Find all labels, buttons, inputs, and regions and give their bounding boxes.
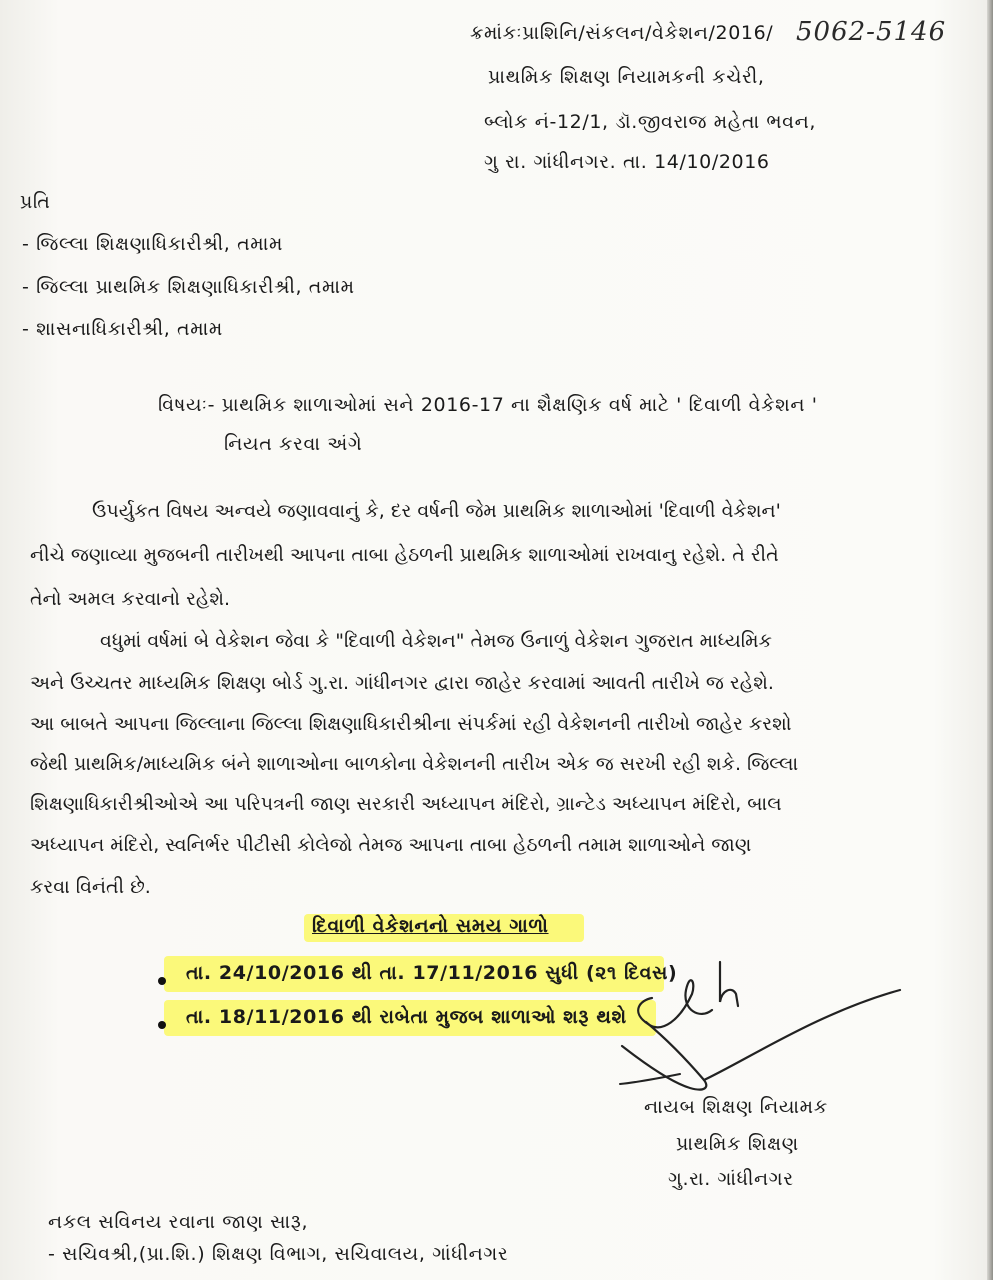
paragraph-1-line: નીચે જણાવ્યા મુજબની તારીખથી આપના તાબા હેઠળની પ્રાથમિક શાળાઓમાં રાખવાનુ રહેશે. તે રીતે	[30, 544, 779, 566]
signatory-place: ગુ.રા. ગાંધીનગર	[668, 1168, 794, 1190]
paragraph-2-line: કરવા વિનંતી છે.	[30, 876, 151, 898]
reference-number-printed: ક્રમાંકઃપ્રાશિનિ/સંકલન/વેકેશન/2016/	[470, 22, 774, 44]
recipient-item: - જિલ્લા શિક્ષણાધિકારીશ્રી, તમામ	[22, 233, 283, 255]
paragraph-1-line: તેનો અમલ કરવાનો રહેશે.	[30, 588, 231, 610]
signatory-designation: નાયબ શિક્ષણ નિયામક	[644, 1096, 828, 1118]
vacation-title: દિવાળી વેકેશનનો સમય ગાળો	[312, 915, 549, 937]
subject-line: વિષયઃ- પ્રાથમિક શાળાઓમાં સને 2016-17 ના શૈક્ષણિક વર્ષ માટે ' દિવાળી વેકેશન '	[158, 394, 818, 416]
vacation-item: તા. 18/11/2016 થી રાબેતા મુજબ શાળાઓ શરૂ થશે	[186, 1006, 627, 1028]
paragraph-2-line: જેથી પ્રાથમિક/માધ્યમિક બંને શાળાઓના બાળકોના વેકેશનની તારીખ એક જ સરખી રહી શકે. જિલ્લા	[30, 753, 799, 775]
recipient-item: - જિલ્લા પ્રાથમિક શિક્ષણાધિકારીશ્રી, તમામ	[22, 276, 355, 298]
prati-label: પ્રતિ	[20, 191, 51, 213]
recipient-item: - શાસનાધિકારીશ્રી, તમામ	[22, 318, 223, 340]
office-address: બ્લોક નં-12/1, ડૉ.જીવરાજ મહેતા ભવન,	[484, 111, 817, 133]
paragraph-2-line: અને ઉચ્ચતર માધ્યમિક શિક્ષણ બોર્ડ ગુ.રા. ગાંધીનગર દ્વારા જાહેર કરવામાં આવતી તારીખે જ રહેશે.	[30, 672, 774, 694]
page-edge-shadow	[987, 0, 993, 1280]
paragraph-2-line: શિક્ષણાધિકારીશ્રીઓએ આ પરિપત્રની જાણ સરકારી અધ્યાપન મંદિરો, ગ્રાન્ટેડ અધ્યાપન મંદિરો, બાલ	[30, 793, 782, 815]
paragraph-2-line: આ બાબતે આપના જિલ્લાના જિલ્લા શિક્ષણાધિકારીશ્રીના સંપર્કમાં રહી વેકેશનની તારીખો જાહેર કરશો	[30, 713, 792, 735]
paragraph-1-line: ઉપર્યુકત વિષય અન્વયે જણાવવાનું કે, દર વર્ષની જેમ પ્રાથમિક શાળાઓમાં 'દિવાળી વેકેશન'	[92, 500, 781, 522]
reference-number	[470, 22, 773, 44]
bullet-icon	[158, 1021, 166, 1029]
subject-continuation: નિયત કરવા અંગે	[224, 433, 363, 455]
copy-heading: નકલ સવિનય રવાના જાણ સારૂ,	[48, 1211, 309, 1233]
signatory-department: પ્રાથમિક શિક્ષણ	[676, 1133, 799, 1155]
paragraph-2-line: અધ્યાપન મંદિરો, સ્વનિર્ભર પીટીસી કોલેજો તેમજ આપના તાબા હેઠળની તમામ શાળાઓને જાણ	[30, 834, 752, 856]
signature-mark	[600, 950, 930, 1100]
vacation-item: તા. 24/10/2016 થી તા. 17/11/2016 સુધી (૨૧ દિવસ)	[186, 962, 678, 984]
office-name: પ્રાથમિક શિક્ષણ નિયામકની કચેરી,	[488, 66, 765, 88]
reference-number-handwritten: 5062-5146	[796, 17, 947, 47]
paragraph-2-line: વધુમાં વર્ષમાં બે વેકેશન જેવા કે "દિવાળી વેકેશન" તેમજ ઉનાળું વેકેશન ગુજરાત માધ્યમિક	[100, 630, 772, 652]
copy-recipient: - સચિવશ્રી,(પ્રા.શિ.) શિક્ષણ વિભાગ, સચિવાલય, ગાંધીનગર	[48, 1243, 509, 1265]
city-and-date: ગુ રા. ગાંધીનગર. તા. 14/10/2016	[484, 151, 770, 173]
bullet-icon	[158, 977, 166, 985]
